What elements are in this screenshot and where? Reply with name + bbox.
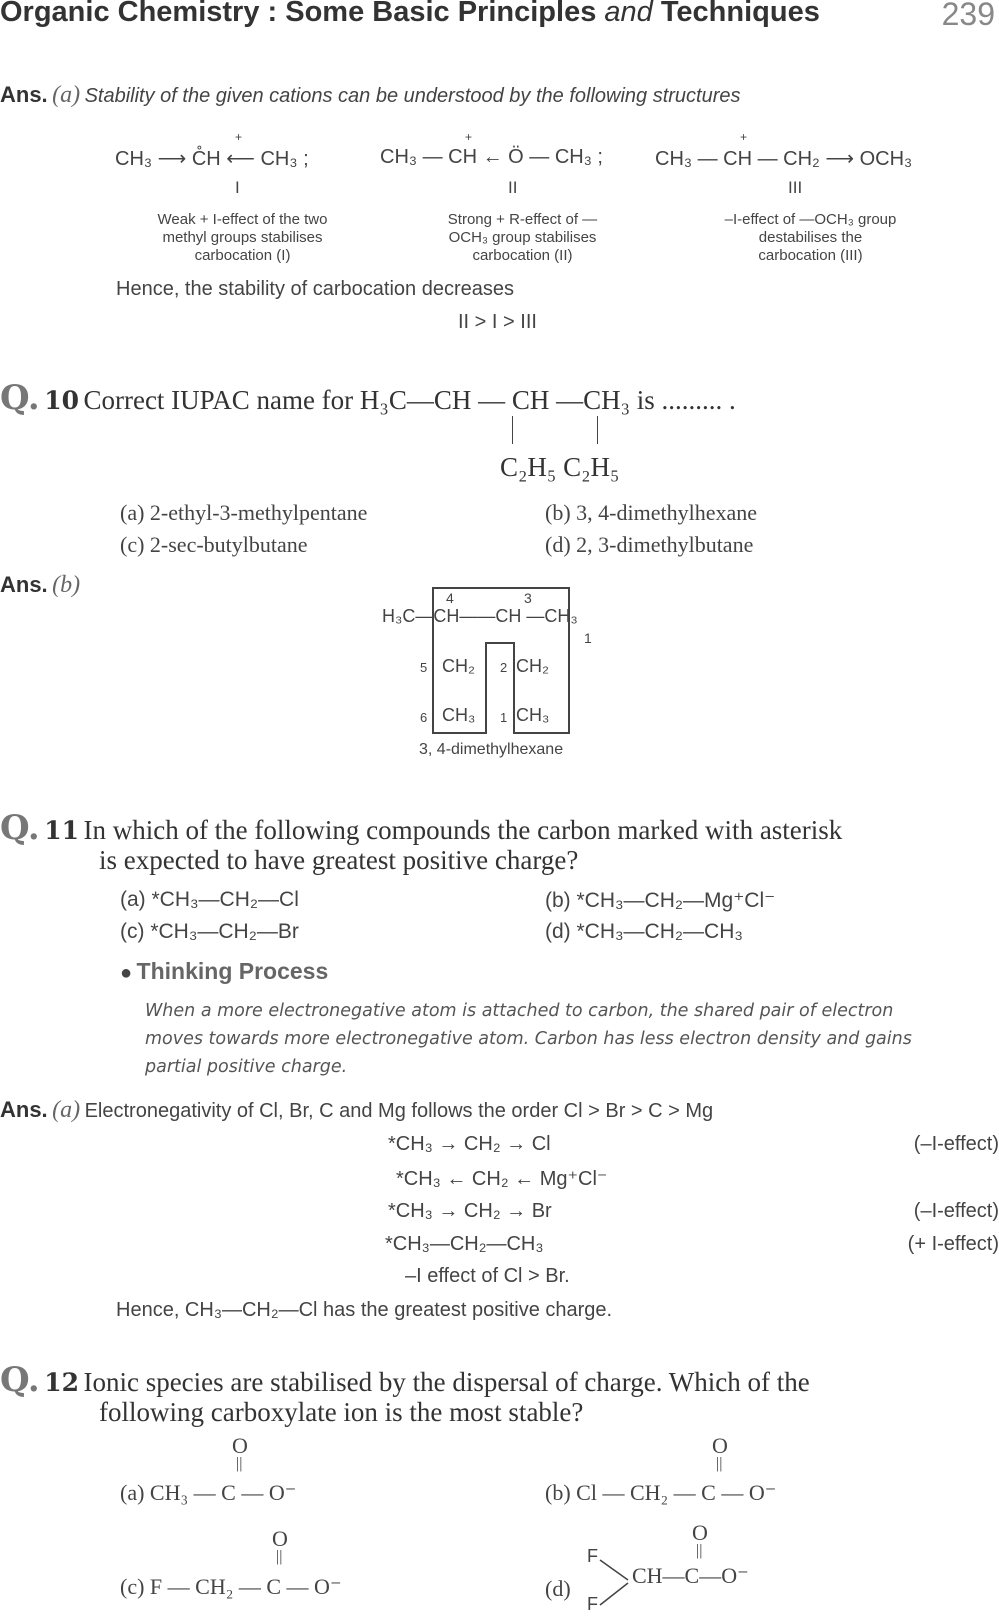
carbon-number: 1 xyxy=(500,710,508,725)
carboxylate-group: CH—C—O⁻ xyxy=(632,1563,749,1588)
answer-option: (a) xyxy=(52,1097,81,1123)
q11-answer-heading xyxy=(0,1097,713,1124)
equation: *CH₃ ← CH₂ ← Mg⁺Cl⁻ xyxy=(396,1168,608,1190)
answer-option: (a) xyxy=(52,82,81,108)
option-c: (c) 2-sec-butylbutane xyxy=(120,532,308,557)
q-marker: Q. xyxy=(0,1360,40,1400)
option-a: (a) *CH₃—CH₂—Cl xyxy=(120,888,299,911)
equation: *CH₃ → CH₂ → Br xyxy=(388,1200,552,1222)
option-d: (d) 2, 3-dimethylbutane xyxy=(545,532,754,557)
option-d: (d) *CH₃—CH₂—CH₃ xyxy=(545,920,743,943)
conclusion-text: Hence, CH₃—CH₂—Cl has the greatest positive charge. xyxy=(116,1299,613,1321)
bond-line xyxy=(597,416,598,444)
answer-option: (b) xyxy=(52,572,81,598)
structure-caption: 3, 4-dimethylhexane xyxy=(419,741,564,758)
page-number: 239 xyxy=(941,0,995,32)
structure-formula: CH₃ ⟶ C̊H ⟵ CH₃ ; xyxy=(115,148,309,170)
option-b: (b) *CH₃—CH₂—Mg⁺Cl⁻ xyxy=(545,889,776,912)
structure-formula: CH₃ — CH — CH₂ ⟶ OCH₃ xyxy=(655,148,913,170)
thinking-title: Thinking Process xyxy=(136,958,329,984)
effect-label: (–I-effect) xyxy=(913,1200,999,1222)
structure-formula: CH₃ — CH ← Ö — CH₃ ; xyxy=(380,146,603,168)
plus-charge: + xyxy=(740,130,748,144)
plus-charge: + xyxy=(235,130,243,144)
effect-label: (+ I-effect) xyxy=(907,1233,999,1255)
option-c: (c) F — CH₂ — C — O⁻ xyxy=(120,1574,342,1599)
page-title xyxy=(0,0,820,29)
fluorine: F xyxy=(587,1594,598,1614)
thinking-text: partial positive charge. xyxy=(145,1057,348,1077)
answer-intro: Electronegativity of Cl, Br, C and Mg follows the order Cl > Br > C > Mg xyxy=(84,1100,714,1122)
option-b: (b) 3, 4-dimethylhexane xyxy=(545,500,757,525)
answer-label: Ans. xyxy=(0,82,48,107)
effect-label: (–I-effect) xyxy=(913,1133,999,1155)
structure-numeral: III xyxy=(788,178,803,197)
substituent: CH₃ xyxy=(442,705,476,725)
carbon-number: 4 xyxy=(446,590,454,606)
question-text: is expected to have greatest positive charge? xyxy=(99,845,579,875)
question-text: Correct IUPAC name for H₃C—CH — CH —CH₃ is ......... . xyxy=(83,385,736,415)
question-number: 12 xyxy=(44,1368,80,1397)
title-and: and xyxy=(604,0,653,28)
note-text: –I effect of Cl > Br. xyxy=(405,1265,570,1287)
answer-label: Ans. xyxy=(0,572,48,597)
title-part: Techniques xyxy=(660,0,820,28)
lightbulb-icon: ● xyxy=(120,962,133,984)
carbon-number: 3 xyxy=(524,590,532,606)
answer-label: Ans. xyxy=(0,1097,48,1122)
branch-bonds xyxy=(598,1555,633,1615)
structure-numeral: II xyxy=(508,178,518,197)
structure-numeral: I xyxy=(235,178,240,197)
main-chain: H₃C—CH——CH —CH₃ xyxy=(382,606,578,626)
q10-answer-heading xyxy=(0,572,80,599)
equation: *CH₃ → CH₂ → Cl xyxy=(388,1133,551,1155)
option-d: (d) xyxy=(545,1576,571,1601)
double-bond: || xyxy=(276,1548,283,1565)
structure-caption: Weak + I-effect of the two methyl groups stabilises carbocation (I) xyxy=(157,211,328,264)
plus-charge: + xyxy=(465,130,473,144)
structure-caption: –I-effect of —OCH₃ group destabilises the carbocation (III) xyxy=(724,211,897,264)
carbonyl-oxygen: O xyxy=(232,1433,248,1458)
question-number: 11 xyxy=(44,816,80,845)
fluorine: F xyxy=(587,1546,598,1566)
thinking-process-heading xyxy=(120,958,328,985)
carbonyl-oxygen: O xyxy=(712,1433,728,1458)
double-bond: || xyxy=(696,1542,703,1559)
option-a: (a) 2-ethyl-3-methylpentane xyxy=(120,500,368,525)
thinking-text: When a more electronegative atom is attached to carbon, the shared pair of electron xyxy=(145,1001,894,1021)
question-12 xyxy=(0,1360,810,1400)
question-number: 10 xyxy=(44,386,80,415)
carbon-number: 1 xyxy=(584,630,592,646)
carbonyl-oxygen: O xyxy=(272,1526,288,1551)
stability-order: II > I > III xyxy=(458,311,537,333)
carbon-number: 2 xyxy=(500,660,508,675)
question-10 xyxy=(0,378,736,418)
equation: *CH₃—CH₂—CH₃ xyxy=(385,1233,544,1255)
substituent: CH₂ xyxy=(516,656,549,676)
option-b: (b) Cl — CH₂ — C — O⁻ xyxy=(545,1480,777,1505)
q-marker: Q. xyxy=(0,378,40,418)
question-text: following carboxylate ion is the most stable? xyxy=(99,1397,584,1427)
question-text: Ionic species are stabilised by the dispersal of charge. Which of the xyxy=(83,1367,810,1397)
question-text: In which of the following compounds the carbon marked with asterisk xyxy=(83,815,843,845)
conclusion-text: Hence, the stability of carbocation decreases xyxy=(116,278,514,300)
carbon-number: 6 xyxy=(420,710,428,725)
title-part: Organic Chemistry : Some Basic Principles xyxy=(0,0,597,28)
branch-groups: C₂H₅ C₂H₅ xyxy=(500,452,620,482)
substituent: CH₃ xyxy=(516,705,550,725)
substituent: CH₂ xyxy=(442,656,475,676)
option-c: (c) *CH₃—CH₂—Br xyxy=(120,920,299,943)
q9-answer-heading xyxy=(0,82,741,109)
double-bond: || xyxy=(716,1455,723,1472)
q-marker: Q. xyxy=(0,808,40,848)
question-11 xyxy=(0,808,842,848)
bond-line xyxy=(512,416,513,444)
carbonyl-oxygen: O xyxy=(692,1520,708,1545)
carbon-number: 5 xyxy=(420,660,428,675)
option-a: (a) CH₃ — C — O⁻ xyxy=(120,1480,297,1505)
thinking-text: moves towards more electronegative atom. Carbon has less electron density and gains xyxy=(145,1029,912,1049)
structure-caption: Strong + R-effect of —OCH₃ group stabilises carbocation (II) xyxy=(447,211,598,264)
answer-intro: Stability of the given cations can be understood by the following structures xyxy=(84,85,741,107)
double-bond: || xyxy=(236,1455,243,1472)
